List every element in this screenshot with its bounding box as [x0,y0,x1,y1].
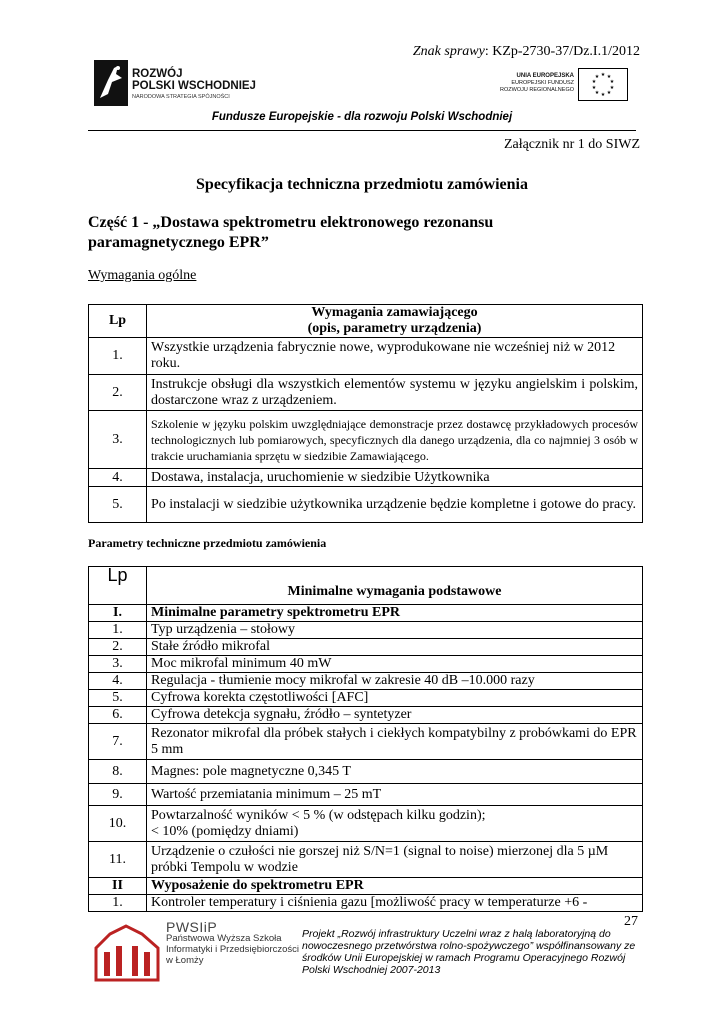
row-lp: 6. [89,707,147,724]
table-row [89,707,643,724]
svg-text:★: ★ [609,85,615,91]
pwsip-label [166,919,300,966]
general-requirements-table [88,304,643,523]
row-text: Dostawa, instalacja, uruchomienie w siedzibie Użytkownika [147,469,643,487]
stork-emblem-icon [94,60,128,106]
logo-line3: NARODOWA STRATEGIA SPÓJNOŚCI [132,94,230,100]
row-text: Moc mikrofal minimum 40 mW [147,656,643,673]
row-lp: 3. [89,656,147,673]
pwsip-name: PWSIiP [166,919,218,935]
row-text [147,806,643,842]
table-row [89,784,643,806]
page-title: Specyfikacja techniczna przedmiotu zamówienia [196,176,528,193]
row-lp: 1. [89,338,147,375]
row-text: Wszystkie urządzenia fabrycznie nowe, wyprodukowane nie wcześniej niż w 2012 roku. [147,338,643,375]
row-lp: 9. [89,784,147,806]
row-text: Instrukcje obsługi dla wszystkich elementów systemu w języku angielskim i polskim, dostarczone wraz z urządzeniem. [147,375,643,411]
pwsip-line3: w Łomży [166,955,204,966]
row-text: Cyfrowa korekta częstotliwości [AFC] [147,690,643,707]
row-lp: I. [89,605,147,622]
project-description: Projekt „Rozwój infrastruktury Uczelni wraz z halą laboratoryjną do nowoczesnego przetwórstwa rolno-spożywczego” współfinansowany ze środków Unii Europejskiej w ramach Programu Operacyjnego Rozwój Polski Wschodniej 2007-2013 [302,928,636,976]
row-text: Wartość przemiatania minimum – 25 mT [147,784,643,806]
table-row [89,842,643,878]
row-text: Stałe źródło mikrofal [147,639,643,656]
table-row [89,605,643,622]
row-lp: 2. [89,375,147,411]
table-header-lp: Lp [89,567,147,605]
funds-tagline: Fundusze Europejskie - dla rozwoju Polski Wschodniej [211,111,513,123]
header-req-line2: (opis, parametry urządzenia) [307,321,482,336]
row-lp: 7. [89,724,147,760]
technical-parameters-heading: Parametry techniczne przedmiotu zamówienia [88,536,327,550]
header-req-line1: Wymagania zamawiającego [311,305,478,320]
logo-line2: POLSKI WSCHODNIEJ [132,80,256,92]
svg-text:★: ★ [600,72,606,78]
table-header-requirements [147,305,643,338]
row-lp: 3. [89,411,147,469]
eu-line3: ROZWOJU REGIONALNEGO [500,87,574,93]
table-row [89,673,643,690]
table-header-requirements: Minimalne wymagania podstawowe [147,567,643,605]
table-row [89,656,643,673]
row-lp: 2. [89,639,147,656]
row-lp: 11. [89,842,147,878]
row-text: Rezonator mikrofal dla próbek stałych i ciekłych kompatybilny z probówkami do EPR 5 mm [147,724,643,760]
technical-parameters-table [88,566,643,912]
part-title: Część 1 - „Dostawa spektrometru elektronowego rezonansu paramagnetycznego EPR” [88,214,494,251]
table-row [89,622,643,639]
row-lp: 1. [89,622,147,639]
row-lp: 4. [89,469,147,487]
svg-text:★: ★ [591,85,597,91]
general-requirements-heading: Wymagania ogólne [88,268,197,283]
row-text: Regulacja - tłumienie mocy mikrofal w zakresie 40 dB –10.000 razy [147,673,643,690]
table-row [89,760,643,784]
row-lp: 4. [89,673,147,690]
svg-text:★: ★ [600,92,606,98]
row-lp: 8. [89,760,147,784]
logo-line1: ROZWÓJ [132,68,183,80]
row-text: Kontroler temperatury i ciśnienia gazu [możliwość pracy w temperaturze +6 - [147,895,643,912]
row-text-line1: Powtarzalność wyników < 5 % (w odstępach kilku godzin); [151,807,486,823]
svg-text:★: ★ [609,79,615,85]
row-text: Typ urządzenia – stołowy [147,622,643,639]
row-lp: II [89,878,147,895]
svg-text:★: ★ [606,90,612,96]
row-text: Urządzenie o czułości nie gorszej niż S/N=1 (signal to noise) mierzonej dla 5 µM próbki Tempolu w wodzie [147,842,643,878]
row-text: Wyposażenie do spektrometru EPR [147,878,643,895]
pwsip-line1: Państwowa Wyższa Szkoła [166,933,282,944]
eu-line1: UNIA EUROPEJSKA [516,73,574,79]
table-row [89,806,643,842]
row-text: Minimalne parametry spektrometru EPR [147,605,643,622]
header-divider [88,130,636,131]
table-row [89,411,643,469]
row-text: Cyfrowa detekcja sygnału, źródło – syntetyzer [147,707,643,724]
table-row [89,487,643,523]
row-text: Magnes: pole magnetyczne 0,345 T [147,760,643,784]
svg-text:★: ★ [594,74,600,80]
table-row [89,639,643,656]
table-row [89,338,643,375]
row-lp: 5. [89,690,147,707]
row-text: Szkolenie w języku polskim uwzględniające demonstracje przez dostawcę przykładowych procesów technologicznych lub pomiarowych, specyficznych dla danego urządzenia, dla co najmniej 3 osób w trakcie uruchamiania sprzętu w siedzibie Zamawiającego. [147,411,643,469]
svg-text:★: ★ [591,79,597,85]
table-header-lp: Lp [89,305,147,338]
eu-line2: EUROPEJSKI FUNDUSZ [511,80,574,86]
svg-text:★: ★ [594,90,600,96]
case-number-value: : KZp-2730-37/Dz.I.1/2012 [484,44,640,59]
case-number [413,44,640,60]
eu-fund-label [470,73,574,94]
row-lp: 1. [89,895,147,912]
svg-text:★: ★ [606,74,612,80]
row-text: Po instalacji w siedzibie użytkownika urządzenie będzie kompletne i gotowe do pracy. [147,487,643,523]
case-number-label: Znak sprawy [412,44,485,59]
row-lp: 10. [89,806,147,842]
table-row [89,895,643,912]
eu-flag-icon [578,68,628,101]
row-text-line2: < 10% (pomiędzy dniami) [151,823,299,839]
rozwoj-polski-wschodniej-logo [94,60,294,108]
table-row [89,690,643,707]
table-row [89,375,643,411]
pwsip-building-icon [92,922,162,982]
table-row [89,724,643,760]
pwsip-line2: Informatyki i Przedsiębiorczości [166,944,300,955]
table-row [89,469,643,487]
page-number: 27 [624,914,638,929]
table-row [89,878,643,895]
annex-label: Załącznik nr 1 do SIWZ [503,137,640,152]
row-lp: 5. [89,487,147,523]
